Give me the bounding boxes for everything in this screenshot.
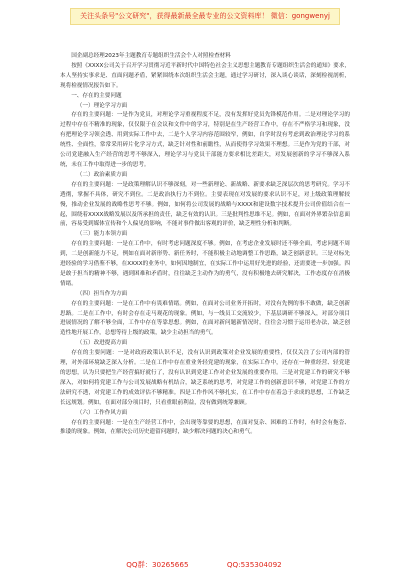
subsection-heading: （四）担当作为方面 <box>76 290 128 297</box>
paragraph: 存在的主要问题：一是在工作中有畏难情绪。例如，在面对公司业务开拓时，对没有先例的事不敢做，缺乏创新思路。二是在工作中，有时会存在走马观花的现象。例如，与一线员工交流较少，下基层调研不够深入，对部分项目进展情况的了解不够全面，工作中存在等靠思想。例如，在面对新问题新情况时，往往会习惯于运用老办法，缺乏创造性地开展工作，总想等待上级的政策，缺少主动担当的勇气。 <box>60 300 350 337</box>
contact-footer <box>0 557 408 573</box>
qq-group-text: QQ群：30265665 <box>126 560 189 569</box>
paragraph: 按照《XXXX公司关于召开学习贯彻习近平新时代中国特色社会主义思想主题教育专题组织生活会的通知》要求，本人坚持实事求是、直面问题矛盾，紧紧围绕本次组织生活会主题，通过学习研讨，深入谈心谈话，深刻检视剖析，现将检视情况报告如下。 <box>60 62 350 89</box>
section-heading: 一、存在的主要问题 <box>71 92 122 99</box>
paragraph: 存在的主要问题：一是在生产经营工作中，会出现等靠要的思想，在面对复杂、困难的工作时，有时会有拖沓、推诿的现象。例如，在解决公司历史遗留问题时，缺少解决问题的决心和勇气。 <box>60 419 350 436</box>
document-title: 国企副总经理2023年主题教育专题组织生活会个人对照检查材料 <box>71 53 231 59</box>
document-body <box>60 52 350 438</box>
qq-number-text: QQ:535304092 <box>226 560 282 569</box>
subsection-heading: （二）政治素质方面 <box>76 171 128 178</box>
paragraph: 存在的主要问题：一是对政府政策认识不足，没有认识到政策对企业发展的重要性，仅仅关注了公司内部的管理，对外部环境缺乏深入分析。二是在工作中存在重业务轻党建的现象，在实际工作中，还存在一种重经营、轻党建的思想，认为只要把生产经营搞好就行了，没有认识到党建工作对企业发展的重要作用。三是对党建工作的研究不够深入，对如何将党建工作与公司发展战略有机结合，缺乏系统的思考，对党建工作的创新意识不够，对党建工作的方法研究不透，对党建工作的成效评估不够精准。四是工作作风不够扎实，在工作中存在着急于求成的思想，工作缺乏长远规划。例如，在面对部分项目时，只看重眼前利益，没有做到统筹兼顾。 <box>60 350 350 406</box>
paragraph: 存在的主要问题：一是作为党员，对理论学习重视程度不足，没有发挥好党员先锋模范作用。二是对理论学习的过程中存在不精准的现象，仅仅限于在会议和文件中的学习，特别是在生产经营工作中，存在不严格学习和现象，没有把理论学习领会透、用到实际工作中去，二是个人学习内容范围较窄，例如，自学时没有考虑到政治理论学习的系统性、全面性，常常采用碎片化学习方式，缺乏针对性和前瞻性，从而使得学习效果不理想。三是作为党的干部，对公司党建融入生产经营的思考不够深入，理论学习与党员干部能力要求相比差距大，对发展创新的学习不够深入系统，未在工作中取得进一步的思考。 <box>60 112 350 168</box>
paragraph-list <box>60 62 350 438</box>
subsection-heading: （一）理论学习方面 <box>76 102 128 109</box>
subsection-heading: （五）改进提高方面 <box>76 340 128 347</box>
paragraph: 存在的主要问题：一是在工作中，有时考虑问题深度不够。例如，在考虑企业发展时还不够全面，考虑问题不周到，二是创新能力不足，例如在面对新形势、新任务时，不能积极主动地调整工作思路，缺乏创新意识。三是对标先进经验的学习借鉴不够，在XXXX的业务中，如何因地制宜，在实际工作中运用好先进的经验，还需要进一步加强。四是敢于担当的精神不够，遇到困难和矛盾时，往往缺乏主动作为的勇气，没有积极地去研究解决，工作态度存在消极情绪。 <box>60 241 350 287</box>
subsection-heading: （三）能力本领方面 <box>76 231 128 238</box>
subsection-heading: （六）工作作风方面 <box>76 409 128 416</box>
paragraph: 存在的主要问题：一是政策理解认识不够深刻，对一些新理论、新战略、新要求缺乏深层次的思考研究。学习不透彻，掌握不具体，研究不到位。二是政治执行力不到位。主要表现在对发展的要求认识不足，对上级政策理解较慢，推动企业发展的战略性思考不够。例如，如何将公司发展的战略与XXXX和建设数字技术提升公司价值结合在一起，围绕着XXXX战略发展以及所承担的责任，缺乏有效的认识。三是批判性思维不足。例如，在面对外界繁杂信息面前，容易受到媒体宣传和个人偏见的影响，不能对事件做出客观的评价，缺乏理性分析和判断。 <box>60 181 350 228</box>
promo-banner: 关注头条号"公文研究"，获得最新最全最专业的公文资料库！ 微信：gongwenyj <box>70 8 340 25</box>
